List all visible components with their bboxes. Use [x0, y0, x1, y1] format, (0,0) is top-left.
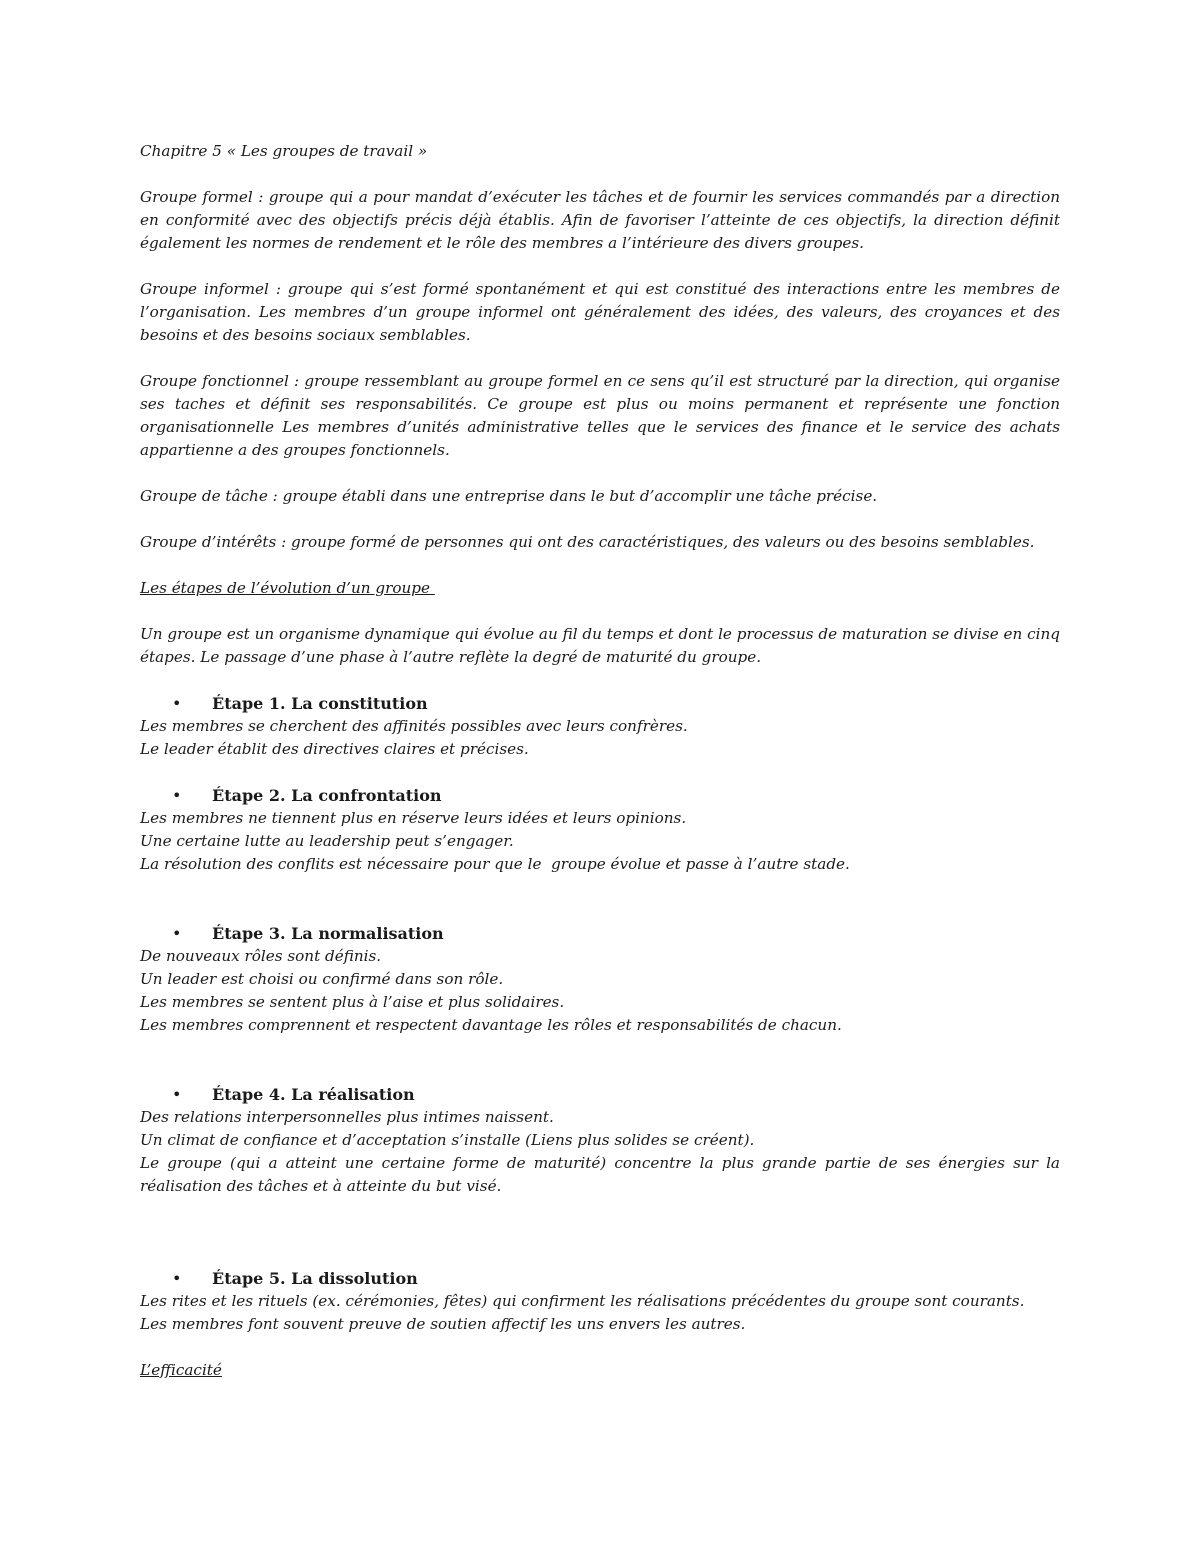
definition-groupe-fonctionnel: Groupe fonctionnel : groupe ressemblant au groupe formel en ce sens qu’il est structuré par la direction, qui organise ses taches et définit ses responsabilités. Ce groupe est plus ou moins permanent et représente une fonction organisationnelle Les membres d’unités administrative telles que le services des finance et le service des achats appartienne a des groupes fonctionnels. — [140, 372, 1060, 459]
definition-groupe-formel: Groupe formel : groupe qui a pour mandat d’exécuter les tâches et de fournir les services commandés par a direction en conformité avec des objectifs précis déjà établis. Afin de favoriser l’atteinte de ces objectifs, la direction définit également les normes de rendement et le rôle des membres a l’intérieure des divers groupes. — [140, 188, 1060, 252]
step-3 — [140, 922, 1060, 1037]
step-title: Étape 3. La normalisation — [212, 924, 444, 943]
step-4 — [140, 1083, 1060, 1198]
step-title: Étape 1. La constitution — [212, 694, 428, 713]
bullet-icon: • — [172, 1085, 182, 1104]
step-line: Les membres comprennent et respectent davantage les rôles et responsabilités de chacun. — [140, 1016, 842, 1034]
step-line: De nouveaux rôles sont définis. — [140, 947, 382, 965]
step-1 — [140, 692, 1060, 761]
bullet-icon: • — [172, 694, 182, 713]
definition-groupe-informel: Groupe informel : groupe qui s’est formé spontanément et qui est constitué des interactions entre les membres de l’organisation. Les membres d’un groupe informel ont généralement des idées, des valeurs, des croyances et des besoins et des besoins sociaux semblables. — [140, 280, 1060, 344]
chapter-title: Chapitre 5 « Les groupes de travail » — [140, 142, 428, 160]
step-line: Les membres se cherchent des affinités possibles avec leurs confrères. — [140, 717, 688, 735]
step-line: La résolution des conflits est nécessaire pour que le groupe évolue et passe à l’autre stade. — [140, 855, 850, 873]
definition-groupe-de-tache: Groupe de tâche : groupe établi dans une entreprise dans le but d’accomplir une tâche précise. — [140, 487, 878, 505]
definition-groupe-interets: Groupe d’intérêts : groupe formé de personnes qui ont des caractéristiques, des valeurs ou des besoins semblables. — [140, 533, 1035, 551]
step-line: Le leader établit des directives claires et précises. — [140, 740, 529, 758]
step-line: Les membres ne tiennent plus en réserve leurs idées et leurs opinions. — [140, 809, 687, 827]
step-line: Les rites et les rituels (ex. cérémonies, fêtes) qui confirment les réalisations précédentes du groupe sont courants. — [140, 1292, 1025, 1310]
evolution-heading: Les étapes de l’évolution d’un groupe — [140, 579, 435, 597]
step-line: Le groupe (qui a atteint une certaine forme de maturité) concentre la plus grande partie de ses énergies sur la réalisation des tâches et à atteinte du but visé. — [140, 1154, 1060, 1195]
efficacite-heading: L’efficacité — [140, 1361, 222, 1379]
step-2 — [140, 784, 1060, 876]
step-line: Un leader est choisi ou confirmé dans son rôle. — [140, 970, 504, 988]
document-page — [140, 140, 1060, 1382]
step-line: Un climat de confiance et d’acceptation s’installe (Liens plus solides se créent). — [140, 1131, 755, 1149]
step-line: Des relations interpersonnelles plus intimes naissent. — [140, 1108, 554, 1126]
bullet-icon: • — [172, 1269, 182, 1288]
step-line: Les membres se sentent plus à l’aise et plus solidaires. — [140, 993, 565, 1011]
step-title: Étape 4. La réalisation — [212, 1085, 415, 1104]
bullet-icon: • — [172, 924, 182, 943]
bullet-icon: • — [172, 786, 182, 805]
step-title: Étape 2. La confrontation — [212, 786, 442, 805]
step-title: Étape 5. La dissolution — [212, 1269, 418, 1288]
step-line: Les membres font souvent preuve de soutien affectif les uns envers les autres. — [140, 1315, 746, 1333]
step-5 — [140, 1267, 1060, 1336]
evolution-intro: Un groupe est un organisme dynamique qui évolue au fil du temps et dont le processus de maturation se divise en cinq étapes. Le passage d’une phase à l’autre reflète la degré de maturité du groupe. — [140, 625, 1060, 666]
step-line: Une certaine lutte au leadership peut s’engager. — [140, 832, 514, 850]
